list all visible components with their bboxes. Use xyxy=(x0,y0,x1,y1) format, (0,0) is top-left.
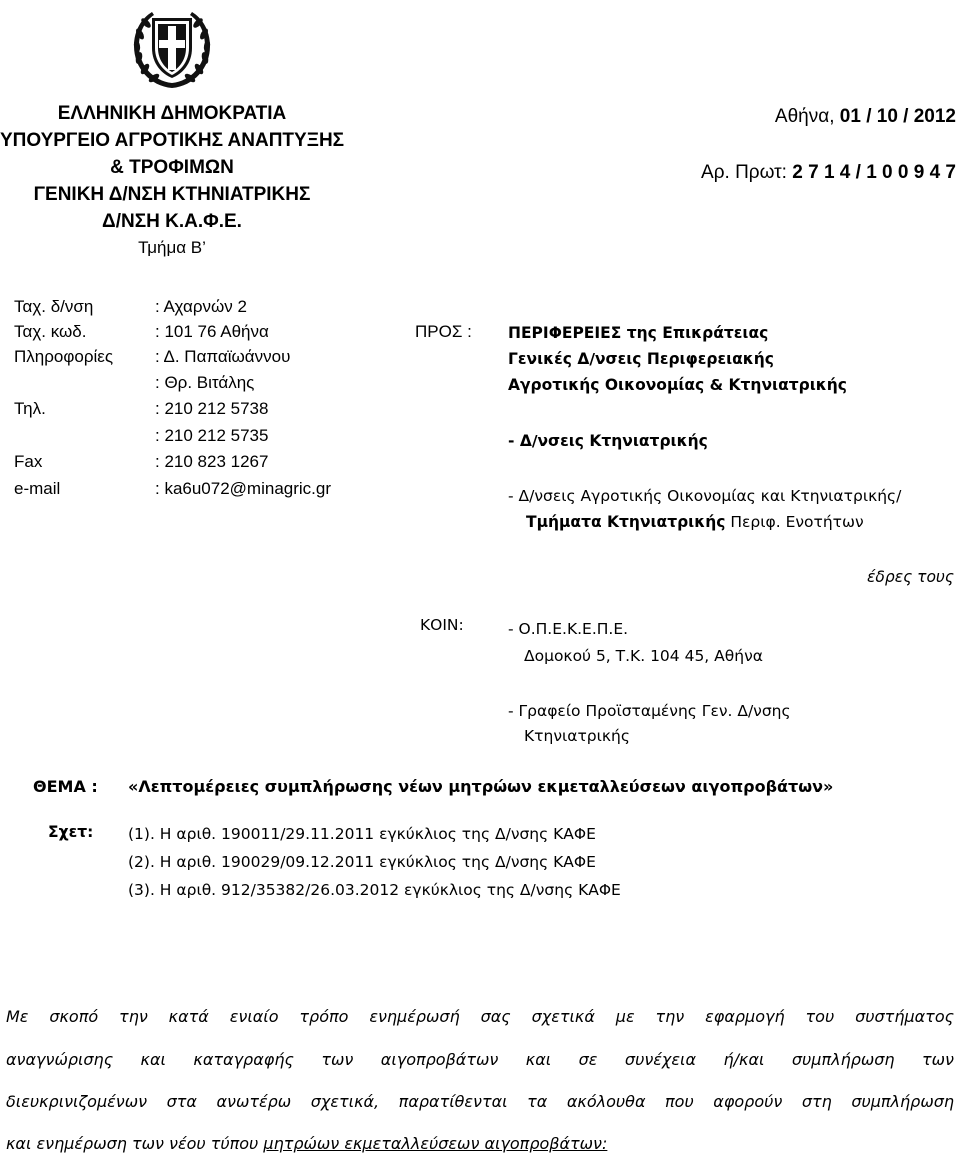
body-line-3: διευκρινιζομένων στα ανωτέρω σχετικά, παρατίθενται τα ακόλουθα που αφορούν στη συμπλήρωση xyxy=(6,1092,954,1111)
recipients-line-6-rest: Περιφ. Ενοτήτων xyxy=(725,513,864,531)
protocol-number xyxy=(701,162,956,184)
subject-text: «Λεπτομέρειες συμπλήρωσης νέων μητρώων εκμεταλλεύσεων αιγοπροβάτων» xyxy=(128,777,834,796)
body-line-1: Με σκοπό την κατά ενιαίο τρόπο ενημέρωσή σας σχετικά με την εφαρμογή του συστήματος xyxy=(6,1007,954,1026)
contact-value-info-2: : Θρ. Βιτάλης xyxy=(155,373,255,392)
koin-line-2: Δομοκού 5, Τ.Κ. 104 45, Αθήνα xyxy=(524,647,763,665)
recipients-label: ΠΡΟΣ : xyxy=(415,322,472,341)
recipients-line-5: - Δ/νσεις Αγροτικής Οικονομίας και Κτηνιατρικής/ xyxy=(508,487,902,505)
koin-line-1: - Ο.Π.Ε.Κ.Ε.Π.Ε. xyxy=(508,620,629,638)
contact-label-info: Πληροφορίες xyxy=(14,347,114,366)
issuer-line-4: ΓΕΝΙΚΗ Δ/ΝΣΗ ΚΤΗΝΙΑΤΡΙΚΗΣ xyxy=(33,184,311,205)
koin-label: ΚΟΙΝ: xyxy=(420,616,464,634)
issuer-line-2: ΥΠΟΥΡΓΕΙΟ ΑΓΡΟΤΙΚΗΣ ΑΝΑΠΤΥΞΗΣ xyxy=(0,130,345,151)
contact-value-fax: : 210 823 1267 xyxy=(155,452,269,471)
protocol-value: 2 7 1 4 / 1 0 0 9 4 7 xyxy=(792,162,956,183)
contact-value-address: : Αχαρνών 2 xyxy=(155,297,247,316)
issuer-line-5: Δ/ΝΣΗ Κ.Α.Φ.Ε. xyxy=(102,211,242,232)
date-value: 01 / 10 / 2012 xyxy=(839,106,956,127)
reference-item-2: (2). Η αριθ. 190029/09.12.2011 εγκύκλιος της Δ/νσης ΚΑΦΕ xyxy=(128,853,596,871)
department-label: Τμήμα Β’ xyxy=(138,238,206,257)
body-line-4-prefix: και ενημέρωση των νέου τύπου xyxy=(6,1134,264,1153)
recipients-line-6 xyxy=(526,513,864,531)
recipients-seats: έδρες τους xyxy=(867,568,954,586)
contact-label-email: e-mail xyxy=(14,479,61,498)
hellenic-republic-emblem-icon xyxy=(130,4,214,90)
contact-label-postcode: Ταχ. κωδ. xyxy=(14,322,87,341)
recipients-line-6-bold: Τμήματα Κτηνιατρικής xyxy=(526,513,726,531)
contact-value-phone-2: : 210 212 5735 xyxy=(155,426,269,445)
date-prefix: Αθήνα, xyxy=(774,106,840,127)
contact-value-info-1: : Δ. Παπαϊωάννου xyxy=(155,347,291,366)
subject-label: ΘΕΜΑ : xyxy=(33,777,98,796)
recipients-line-4: - Δ/νσεις Κτηνιατρικής xyxy=(508,432,708,450)
koin-line-4: Κτηνιατρικής xyxy=(524,727,630,745)
references-label: Σχετ: xyxy=(48,823,94,841)
contact-value-phone-1: : 210 212 5738 xyxy=(155,399,269,418)
recipients-line-3: Αγροτικής Οικονομίας & Κτηνιατρικής xyxy=(508,376,847,394)
contact-value-email: : ka6u072@minagric.gr xyxy=(155,479,332,498)
recipients-line-2: Γενικές Δ/νσεις Περιφερειακής xyxy=(508,350,774,368)
contact-label-address: Ταχ. δ/νση xyxy=(14,297,94,316)
recipients-line-1: ΠΕΡΙΦΕΡΕΙΕΣ της Επικράτειας xyxy=(508,324,769,342)
issuer-line-1: ΕΛΛΗΝΙΚΗ ΔΗΜΟΚΡΑΤΙΑ xyxy=(57,103,287,124)
contact-value-postcode: : 101 76 Αθήνα xyxy=(155,322,269,341)
issuer-line-3: & ΤΡΟΦΙΜΩΝ xyxy=(110,157,234,178)
body-line-4 xyxy=(6,1134,954,1153)
contact-label-phone: Τηλ. xyxy=(14,399,46,418)
reference-item-3: (3). Η αριθ. 912/35382/26.03.2012 εγκύκλιος της Δ/νσης ΚΑΦΕ xyxy=(128,881,621,899)
body-line-2: αναγνώρισης και καταγραφής των αιγοπροβάτων και σε συνέχεια ή/και συμπλήρωση των xyxy=(6,1050,954,1069)
reference-item-1: (1). Η αριθ. 190011/29.11.2011 εγκύκλιος της Δ/νσης ΚΑΦΕ xyxy=(128,825,596,843)
document-date xyxy=(775,106,956,128)
koin-line-3: - Γραφείο Προϊσταμένης Γεν. Δ/νσης xyxy=(508,702,791,720)
body-line-4-underlined: μητρώων εκμεταλλεύσεων αιγοπροβάτων: xyxy=(263,1134,608,1153)
contact-label-fax: Fax xyxy=(14,452,43,471)
protocol-prefix: Αρ. Πρωτ: xyxy=(701,162,793,183)
